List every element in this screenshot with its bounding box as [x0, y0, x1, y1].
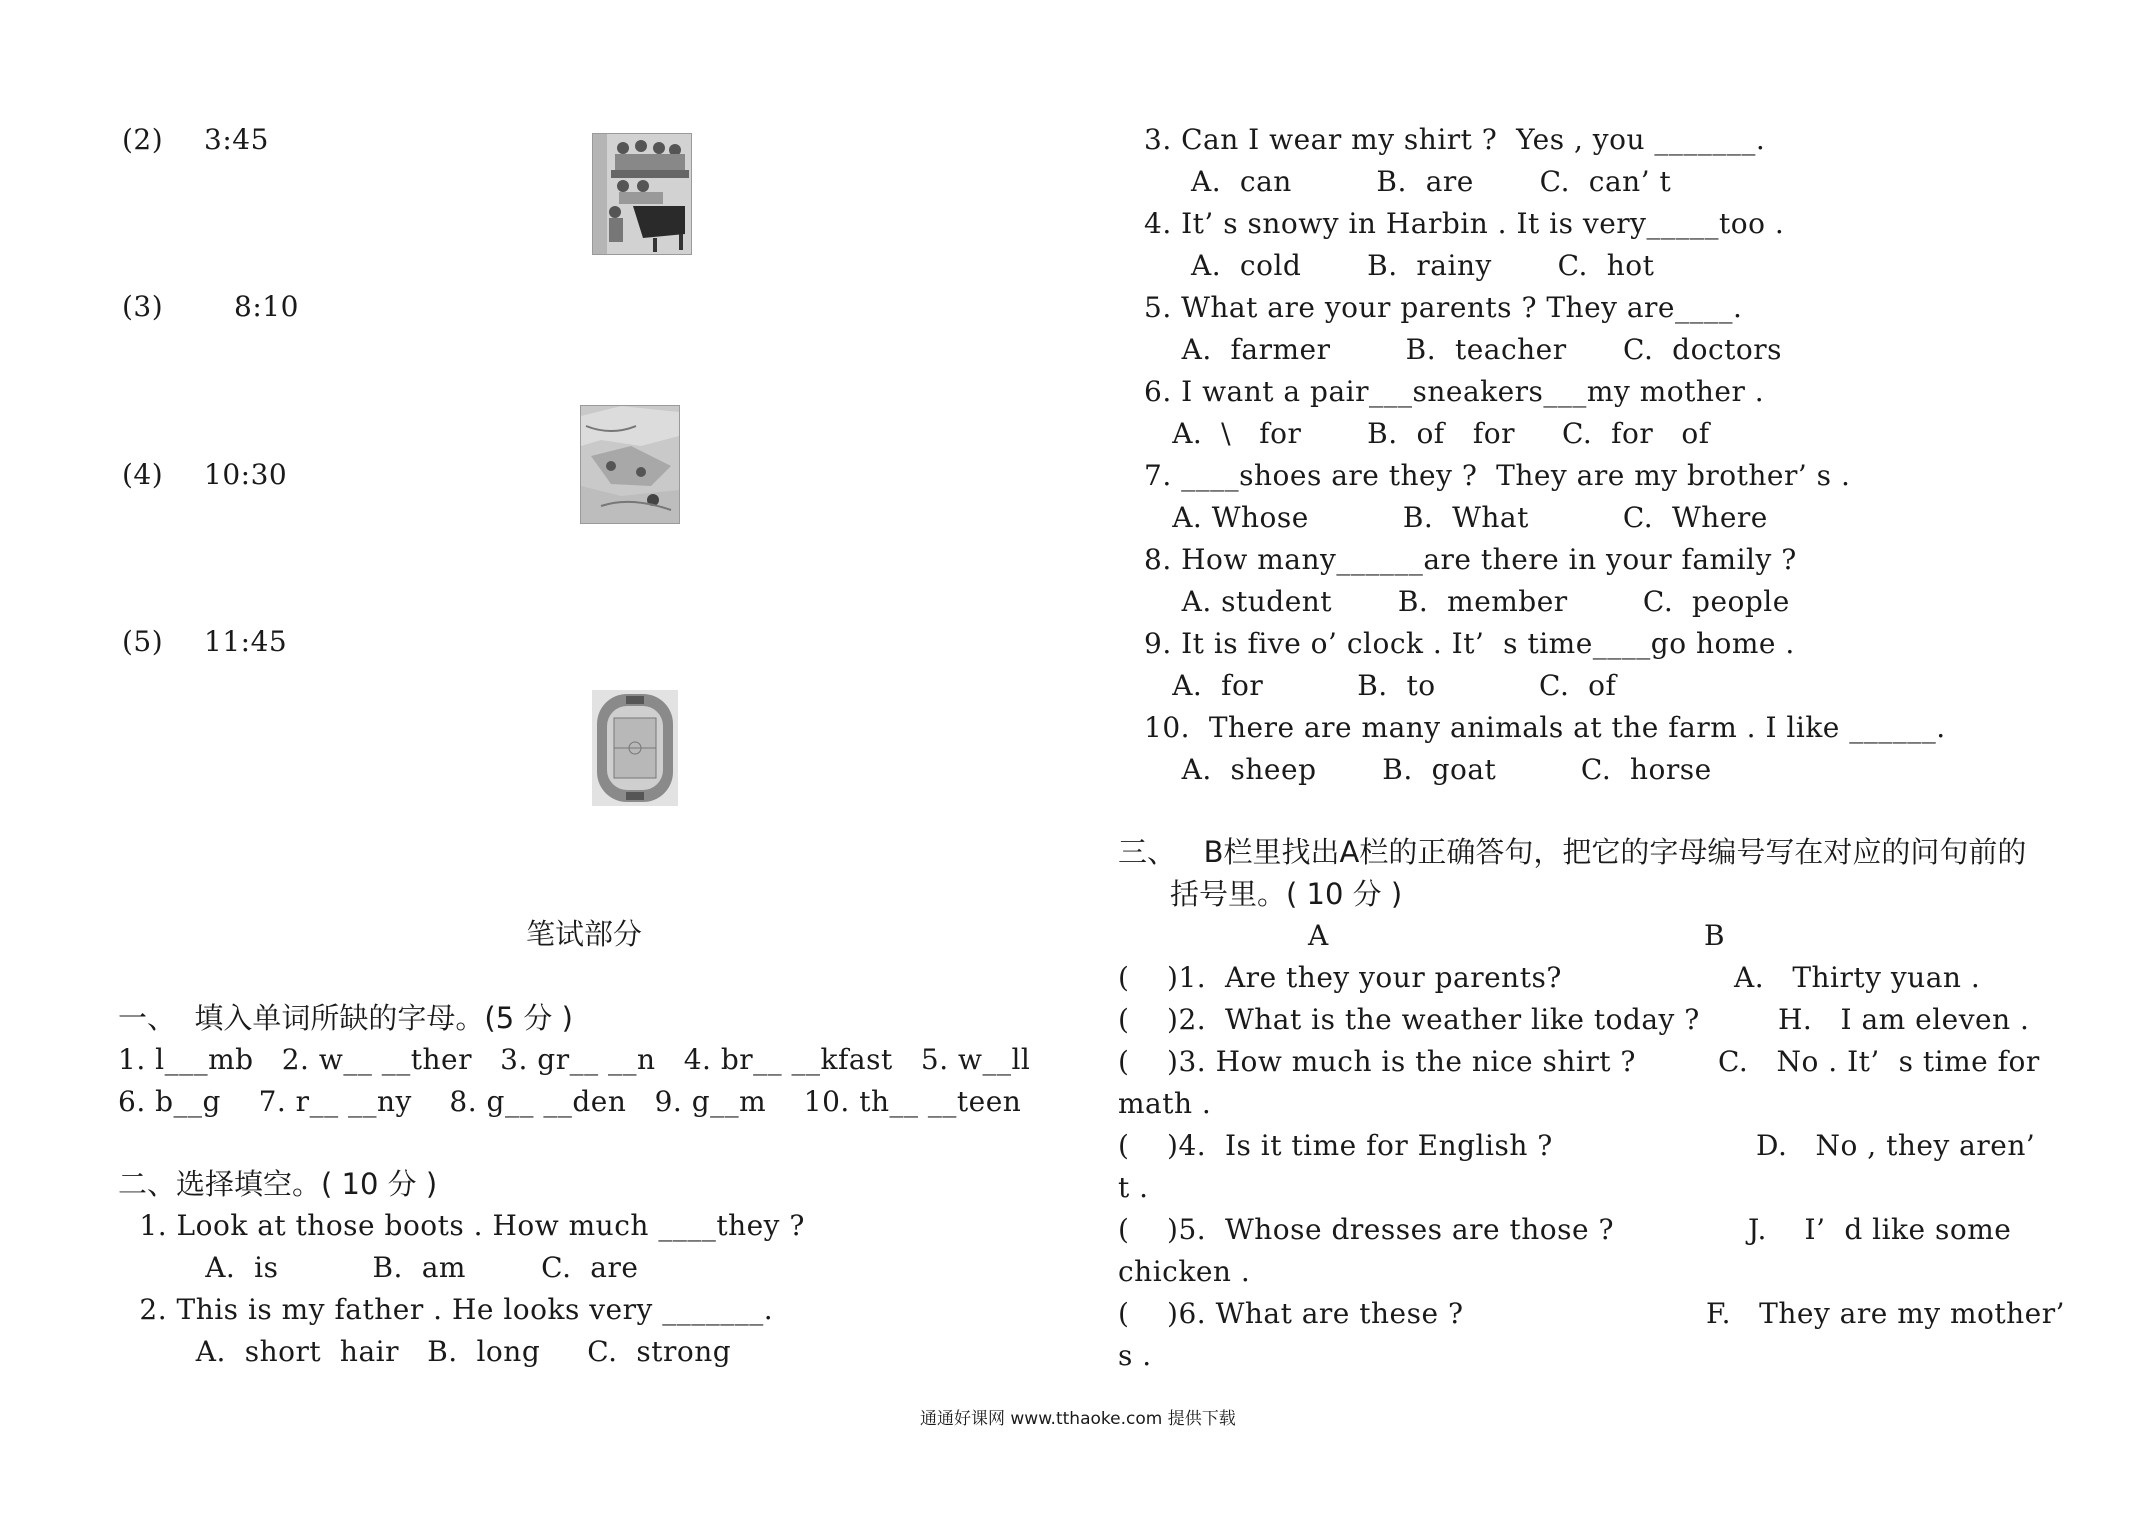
match-answer-c-wrap: math . [1118, 1087, 1212, 1120]
match-question-3: ( )3. How much is the nice shirt ? [1118, 1045, 1636, 1078]
match-answer-d: D. No , they aren’ [1756, 1129, 2036, 1162]
part1-row-1: 1. l___mb 2. w__ __ther 3. gr__ __n 4. br__ __kfast 5. w__ll [118, 1043, 1031, 1076]
match-question-4: ( )4. Is it time for English ? [1118, 1129, 1553, 1162]
question-4-options: A. cold B. rainy C. hot [1144, 249, 1655, 282]
footer-source: 通通好课网 www.tthaoke.com 提供下载 [920, 1409, 1236, 1429]
match-answer-c: C. No . It’ s time for [1718, 1045, 2040, 1078]
listening-item-4-time: 10:30 [204, 458, 288, 491]
question-8: 8. How many______are there in your family ? [1144, 543, 1797, 576]
listening-item-5-time: 11:45 [204, 625, 288, 658]
part2-heading: 二、选择填空。( 10 分 ) [118, 1167, 438, 1201]
question-8-options: A. student B. member C. people [1144, 585, 1790, 618]
match-answer-f-wrap: s . [1118, 1339, 1152, 1372]
match-answer-a: A. Thirty yuan . [1734, 961, 1981, 994]
question-9: 9. It is five o’ clock . It’ s time____go home . [1144, 627, 1795, 660]
question-2: 2. This is my father . He looks very _______. [130, 1293, 774, 1326]
column-b-label: B [1704, 919, 1726, 952]
question-10-options: A. sheep B. goat C. horse [1144, 753, 1712, 786]
question-4: 4. It’ s snowy in Harbin . It is very_____too . [1144, 207, 1785, 240]
match-answer-d-wrap: t . [1118, 1171, 1149, 1204]
match-answer-h: H. I am eleven . [1778, 1003, 2030, 1036]
listening-item-2-number: (2) [122, 123, 164, 156]
question-1: 1. Look at those boots . How much ____they ? [130, 1209, 805, 1242]
listening-item-3-time: 8:10 [234, 290, 299, 323]
match-question-5: ( )5. Whose dresses are those ? [1118, 1213, 1614, 1246]
question-10: 10. There are many animals at the farm . I like ______. [1144, 711, 1946, 744]
match-question-1: ( )1. Are they your parents? [1118, 961, 1562, 994]
listening-item-2-time: 3:45 [204, 123, 269, 156]
farm-field-icon [580, 405, 680, 524]
part1-row-2: 6. b__g 7. r__ __ny 8. g__ __den 9. g__m 10. th__ __teen [118, 1085, 1022, 1118]
playground-track-icon [592, 690, 678, 806]
listening-item-5-number: (5) [122, 625, 164, 658]
question-2-options: A. short hair B. long C. strong [130, 1335, 732, 1368]
question-5-options: A. farmer B. teacher C. doctors [1144, 333, 1782, 366]
listening-item-4-number: (4) [122, 458, 164, 491]
question-7: 7. ____shoes are they ? They are my brother’ s . [1144, 459, 1851, 492]
question-7-options: A. Whose B. What C. Where [1144, 501, 1768, 534]
column-a-label: A [1308, 919, 1329, 952]
question-3-options: A. can B. are C. can’ t [1144, 165, 1672, 198]
question-3: 3. Can I wear my shirt ? Yes , you _______. [1144, 123, 1766, 156]
question-9-options: A. for B. to C. of [1144, 669, 1617, 702]
match-question-2: ( )2. What is the weather like today ? [1118, 1003, 1700, 1036]
match-answer-j-wrap: chicken . [1118, 1255, 1251, 1288]
listening-item-3-number: (3) [122, 290, 164, 323]
match-question-6: ( )6. What are these ? [1118, 1297, 1464, 1330]
question-6: 6. I want a pair___sneakers___my mother . [1144, 375, 1765, 408]
part1-heading: 一、 填入单词所缺的字母。(5 分 ) [118, 1001, 573, 1035]
match-answer-f: F. They are my mother’ [1706, 1297, 2066, 1330]
question-6-options: A. \ for B. of for C. for of [1144, 417, 1710, 450]
question-1-options: A. is B. am C. are [130, 1251, 639, 1284]
match-answer-j: J. I’ d like some [1748, 1213, 2012, 1246]
written-part-title: 笔试部分 [526, 917, 643, 951]
part3-heading-continued: 括号里。( 10 分 ) [1170, 877, 1403, 911]
question-5: 5. What are your parents ? They are____. [1144, 291, 1743, 324]
part3-heading: 三、 B栏里找出A栏的正确答句，把它的字母编号写在对应的问句前的 [1118, 835, 2027, 869]
music-class-icon [592, 133, 692, 255]
